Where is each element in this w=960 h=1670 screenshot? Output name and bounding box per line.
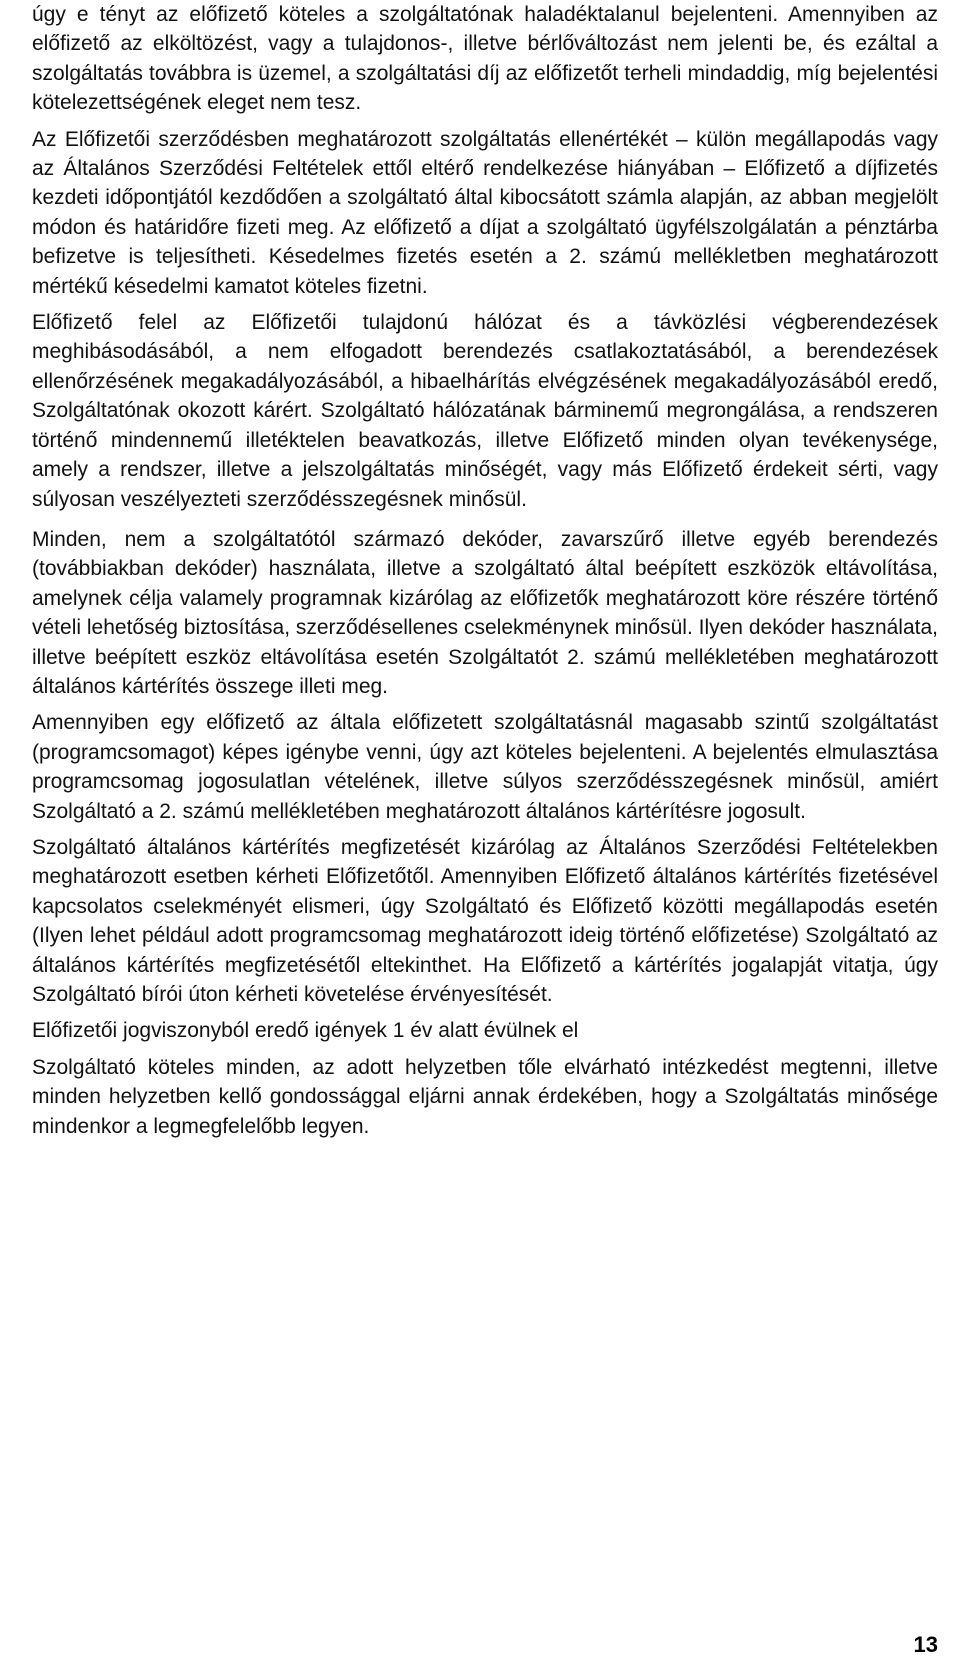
paragraph-provider-duty: Szolgáltató köteles minden, az adott helyzetben tőle elvárható intézkedést megtenni, illetve minden helyzetben kellő gondossággal eljárni annak érdekében, hogy a Szolgáltatás minősége mindenkor a legmegfelelőbb legyen. bbox=[32, 1055, 938, 1138]
paragraph-package-upgrade: Amennyiben egy előfizető az általa előfizetett szolgáltatásnál magasabb szintű szolgáltatást (programcsomagot) képes igénybe venni, úgy azt köteles bejelenteni. A bejelentés elmulasztása programcsomag jogosulatlan vételének, illetve súlyos szerződésszegésnek minősül, amiért Szolgáltató a 2. számú mellékletében meghatározott általános kártérítésre jogosult. bbox=[32, 711, 938, 823]
paragraph-payment: Az Előfizetői szerződésben meghatározott szolgáltatás ellenértékét – külön megállapodás vagy az Általános Szerződési Feltételek ettől eltérő rendelkezése hiányában – Előfizető a díjfizetés kezdeti időpontjától kezdődően a szolgáltató által kibocsátott számla alapján, az abban megjelölt módon és határidőre fizeti meg. Az előfizető a díjat a szolgáltató ügyfélszolgálatán a pénztárba befizetve is teljesítheti. Késedelmes fizetés esetén a 2. számú mellékletben meghatározott mértékű késedelmi kamatot köteles fizetni. bbox=[32, 127, 938, 298]
paragraph-subscriber-move: úgy e tényt az előfizető köteles a szolgáltatónak haladéktalanul bejelenteni. Amennyiben az előfizető az elköltözést, vagy a tulajdonos-, illetve bérlőváltozást nem jelenti be, és ezáltal a szolgáltatás továbbra is üzemel, a szolgáltatási díj az előfizetőt terheli mindaddig, míg bejelentési kötelezettségének eleget nem tesz. bbox=[32, 3, 938, 115]
page-number: 13 bbox=[913, 1632, 938, 1657]
paragraph-liability: Előfizető felel az Előfizetői tulajdonú hálózat és a távközlési végberendezések meghibásodásából, a nem elfogadott berendezés csatlakoztatásából, a berendezések ellenőrzésének megakadályozásából, a hibaelhárítás elvégzésének megakadályozásából eredő, Szolgáltatónak okozott kárért. Szolgáltató hálózatának bárminemű megrongálása, a rendszeren történő mindennemű illetéktelen beavatkozás, illetve Előfizető minden olyan tevékenysége, amely a rendszer, illetve a jelszolgáltatás minőségét, vagy más Előfizető érdekeit sérti, vagy súlyosan veszélyezteti szerződésszegésnek minősül. bbox=[32, 311, 938, 511]
paragraph-decoder: Minden, nem a szolgáltatótól származó dekóder, zavarszűrő illetve egyéb berendezés (továbbiakban dekóder) használata, illetve a szolgáltató által beépített eszközök eltávolítása, amelynek célja valamely programnak kizárólag az előfizetők meghatározott köre részére történő vételi lehetőség biztosítása, szerződésellenes cselekménynek minősül. Ilyen dekóder használata, illetve beépített eszköz eltávolítása esetén Szolgáltatót 2. számú mellékletében meghatározott általános kártérítés összege illeti meg. bbox=[32, 527, 938, 698]
paragraph-limitation: Előfizetői jogviszonyból eredő igények 1 év alatt évülnek el bbox=[32, 1019, 579, 1043]
paragraph-compensation: Szolgáltató általános kártérítés megfizetését kizárólag az Általános Szerződési Feltételekben meghatározott esetben kérheti Előfizetőtől. Amennyiben Előfizető általános kártérítés fizetésével kapcsolatos cselekményét elismeri, úgy Szolgáltató és Előfizető közötti megállapodás esetén (Ilyen lehet például adott programcsomag meghatározott ideig történő előfizetése) Szolgáltató az általános kártérítés megfizetésétől eltekinthet. Ha Előfizető a kártérítés jogalapját vitatja, úgy Szolgáltató bírói úton kérheti követelése érvényesítését. bbox=[32, 835, 938, 1006]
